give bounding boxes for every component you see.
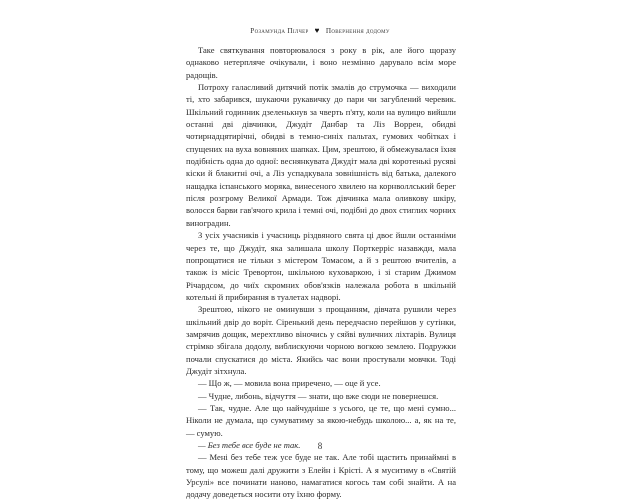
paragraph: З усіх учасників і учасниць різдвяного свята ці двоє йшли останніми через те, що Джудіт, яка залишала школу Порткерріс назавжди, мала попрощатися не тільки з містером Томасом, а й з рештою вчителів, а також із місіс Тревортон, шкільною куховаркою, і зі старим Джимом Річардсом, до чиїх скромних обов'язків належала робота в шкільній котельні й прибирання в туалетах надворі.	[186, 230, 456, 302]
dialogue-line: — Чудне, либонь, відчуття — знати, що вже сюди не повернешся.	[198, 390, 439, 401]
dialogue-line: — Так, чудне. Але що найчудніше з усього, це те, що мені сумно... Ніколи не думала, що сумуватиму за якою-небудь школою... а, як на те, — сумую.	[186, 402, 456, 438]
page-number: 8	[317, 441, 323, 451]
running-head	[0, 26, 640, 35]
body-text	[186, 44, 456, 501]
paragraph: Зрештою, нікого не оминувши з прощанням, дівчата рушили через шкільний двір до воріт. Сіренький день передчасно перейшов у сутінки, замрячив дощик, мерехтливо віночись у сяйві вуличних ліхтарів. Вулиця стрімко збігала додолу, виблискуючи чорною вогкою землею. Подружки почали спускатися до міста. Якийсь час вони простували мовчки. Тоді Джудіт зітхнула.	[186, 304, 456, 376]
running-head-title: Повернення додому	[325, 27, 390, 35]
dialogue-line: — Мені без тебе теж усе буде не так. Але тобі щастить принаймні в тому, що можеш далі дружити з Елейн і Крісті. А я муситиму в «Святій Урсулі» все починати наново, намагатися когось там собі знайти. А на додачу доведеться носити оту їхню форму.	[186, 452, 456, 500]
running-head-author: Розамунда Пілчер	[250, 27, 309, 35]
dialogue-line: — Що ж, — мовила вона приречено, — оце й усе.	[198, 378, 381, 389]
dialogue-line: — Без тебе все буде не так.	[198, 440, 301, 450]
paragraph: Потроху галасливий дитячий потік змалів до струмочка — виходили ті, хто забарився, шукаючи рукавичку до пари чи загублений черевик. Шкільний годинник дзеленькнув за чверть п'яту, коли на вулицю вийшли останні дві дівчинки, Джудіт Данбар та Ліз Воррен, обидві чотирнадцятирічні, обидві в темно-синіх пальтах, гумових чобітках і спущених на вуха вовняних шапках. Цим, зрештою, й обмежувалася їхня подібність одна до одної: веснянкувата Джудіт мала дві коротенькі русяві кіски й блакитні очі, а Ліз успадкувала зовнішність від батька, далекого нащадка іспанського моряка, винесеного хвилею на корнволлський берег після розгрому Великої Армади. Тож дівчинка мала оливкову шкіру, волосся барви гав'ячого крила і темні очі, подібні до двох стиглих чорних виноградин.	[186, 82, 456, 228]
paragraph: Таке святкування повторювалося з року в рік, але його щоразу однаково нетерпляче очікували, і воно незмінно дарувало всім море радощів.	[186, 45, 456, 80]
heart-ornament-icon: ♥	[314, 26, 320, 35]
